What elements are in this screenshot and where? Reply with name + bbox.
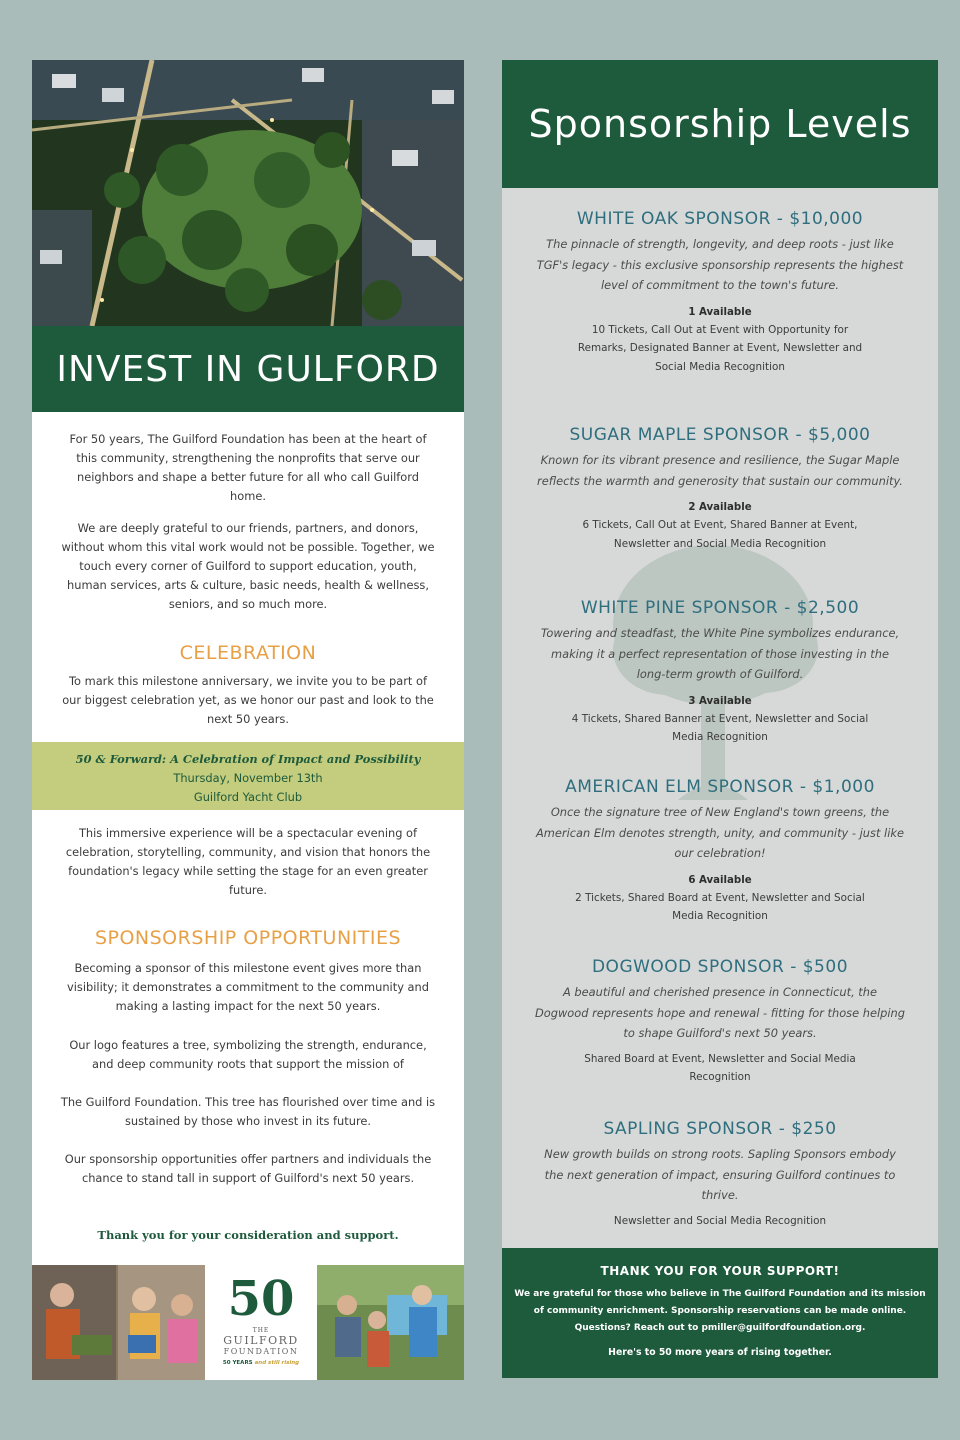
event-date: Thursday, November 13th (173, 771, 323, 785)
collage-illustration (32, 1265, 205, 1380)
aerial-town-photo (32, 60, 464, 326)
tier-description: Once the signature tree of New England's town greens, the American Elm denotes strength, unity, and community - just like our celebration! (536, 805, 904, 860)
sponsorship-paragraph-2b: The Guilford Foundation. This tree has flourished over time and is sustained by those who invest in its future. (60, 1095, 436, 1128)
tier-perks: Newsletter and Social Media Recognition (613, 1214, 827, 1227)
sponsorship-paragraph-1: Becoming a sponsor of this milestone event gives more than visibility; it demonstrates a commitment to the community and making a lasting impact for the next 50 years. (67, 961, 429, 1013)
footer-closing: Here's to 50 more years of rising together. (608, 1347, 832, 1358)
tier-white-oak (502, 208, 938, 376)
hero-title: INVEST IN GULFORD (56, 348, 440, 390)
tier-availability: 3 Available (688, 695, 752, 707)
sponsorship-heading: SPONSORSHIP OPPORTUNITIES (94, 927, 402, 949)
tier-name: AMERICAN ELM SPONSOR - $1,000 (565, 777, 875, 797)
tier-perks: 6 Tickets, Call Out at Event, Shared Banner at Event, Newsletter and Social Media Recognition (582, 519, 858, 550)
invest-flyer-panel (32, 60, 464, 1380)
logo-50-mark: 50 (227, 1271, 295, 1327)
tier-name: SUGAR MAPLE SPONSOR - $5,000 (569, 425, 871, 445)
tier-description: New growth builds on strong roots. Sapling Sponsors embody the next generation of impact, ensuring Guilford continues to thrive. (544, 1147, 896, 1202)
tier-dogwood (502, 956, 938, 1087)
community-event-photo (317, 1265, 464, 1380)
hero-title-band (32, 326, 464, 412)
sponsorship-paragraph-2a: Our logo features a tree, symbolizing the strength, endurance, and deep community roots that support the mission of (69, 1038, 427, 1071)
tier-availability: 6 Available (688, 874, 752, 886)
celebration-heading: CELEBRATION (179, 642, 317, 664)
tier-description: The pinnacle of strength, longevity, and deep roots - just like TGF's legacy - this exclusive sponsorship represents the highest level of commitment to the town's future. (536, 237, 904, 292)
logo-the: THE (252, 1327, 270, 1334)
tier-name: DOGWOOD SPONSOR - $500 (591, 957, 849, 977)
volunteer-photo-collage (32, 1265, 205, 1380)
logo-tag-rising: and still rising (254, 1360, 300, 1366)
event-photo-illustration (317, 1265, 464, 1380)
tier-white-pine (502, 597, 938, 747)
tier-perks: 10 Tickets, Call Out at Event with Opportunity for Remarks, Designated Banner at Event, Newsletter and Social Media Recognition (577, 323, 863, 373)
logo-tagline (207, 1360, 315, 1366)
tier-name: WHITE PINE SPONSOR - $2,500 (580, 598, 860, 618)
tier-sapling (502, 1118, 938, 1230)
tier-availability: 2 Available (688, 502, 752, 513)
celebration-text: To mark this milestone anniversary, we invite you to be part of our biggest celebration yet, as we honor our past and look to the next 50 years. (62, 674, 434, 726)
tier-perks: 2 Tickets, Shared Board at Event, Newsletter and Social Media Recognition (575, 891, 865, 922)
logo-name: GUILFORD (223, 1334, 299, 1347)
event-title: 50 & Forward: A Celebration of Impact and Possibility (75, 752, 421, 766)
sponsorship-levels-title: Sponsorship Levels (528, 102, 912, 146)
sponsorship-paragraph-3: Our sponsorship opportunities offer partners and individuals the chance to stand tall in support of Guilford's next 50 years. (64, 1152, 432, 1185)
intro-paragraph-1: For 50 years, The Guilford Foundation has been at the heart of this community, strengthening the nonprofits that serve our neighbors and shape a better future for all who call Guilford home. (69, 432, 427, 503)
tier-description: Known for its vibrant presence and resilience, the Sugar Maple reflects the warmth and generosity that sustain our community. (537, 453, 903, 488)
event-details-band (32, 742, 464, 810)
tier-american-elm (502, 776, 938, 926)
event-venue: Guilford Yacht Club (193, 790, 303, 804)
thank-you-line: Thank you for your consideration and support. (97, 1228, 399, 1242)
logo-subname: FOUNDATION (223, 1347, 299, 1356)
intro-paragraph-2: We are deeply grateful to our friends, partners, and donors, without whom this vital work would not be possible. Together, we touch every corner of Guilford to support education, youth, human services, arts & culture, basic needs, health & wellness, seniors, and so much more. (61, 521, 435, 611)
sponsorship-levels-header (502, 60, 938, 188)
tier-availability: 1 Available (688, 306, 752, 318)
foundation-50-logo (207, 1265, 315, 1380)
aerial-photo-illustration (32, 60, 464, 326)
event-description: This immersive experience will be a spectacular evening of celebration, storytelling, community, and vision that honors the foundation's legacy while setting the stage for an even greater future. (65, 826, 431, 897)
thank-you-footer (502, 1248, 938, 1378)
tier-name: SAPLING SPONSOR - $250 (603, 1119, 837, 1139)
tier-description: A beautiful and cherished presence in Connecticut, the Dogwood represents hope and renewal - fitting for those helping to shape Guilford's next 50 years. (535, 985, 905, 1040)
logo-tag-years: 50 YEARS (222, 1360, 253, 1366)
tier-perks: Shared Board at Event, Newsletter and Social Media Recognition (584, 1052, 856, 1083)
tier-sugar-maple (502, 424, 938, 553)
footer-body: We are grateful for those who believe in The Guilford Foundation and its mission of community enrichment. Sponsorship reservations can be made online. Questions? Reach out to pmiller@guilfordfoundation.org. (514, 1289, 926, 1333)
tier-name: WHITE OAK SPONSOR - $10,000 (576, 209, 864, 229)
sponsorship-levels-panel (502, 60, 938, 1378)
tier-description: Towering and steadfast, the White Pine symbolizes endurance, making it a perfect representation of those investing in the long-term growth of Guilford. (540, 626, 900, 681)
tier-perks: 4 Tickets, Shared Banner at Event, Newsletter and Social Media Recognition (571, 712, 869, 743)
footer-title: THANK YOU FOR YOUR SUPPORT! (600, 1264, 840, 1278)
